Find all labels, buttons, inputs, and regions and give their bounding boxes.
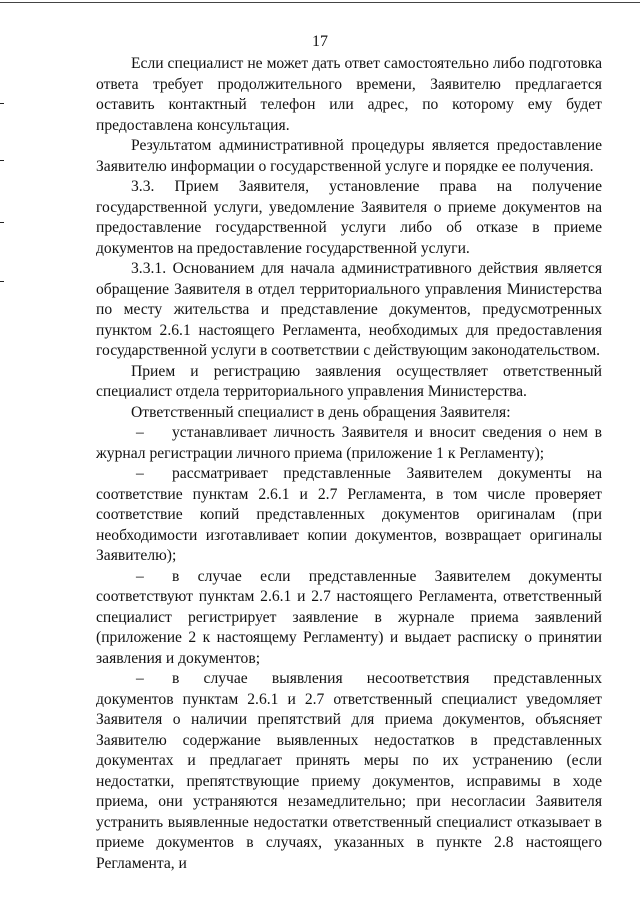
list-item: [96, 669, 602, 874]
margin-mark: [0, 281, 4, 282]
margin-mark: [0, 160, 4, 161]
document-body: [96, 54, 602, 874]
dash-marker: –: [136, 567, 144, 585]
list-item: [96, 464, 602, 567]
paragraph-3-3-1: 3.3.1. Основанием для начала административного действия является обращение Заявителя в отдел территориального управления Министерства по месту жительства и представление документов, предусмотренных пунктом 2.6.1 настоящего Регламента, необходимых для предоставления государственной услуги в соответствии с действующим законодательством.: [96, 260, 602, 359]
margin-mark: [0, 222, 4, 223]
dash-marker: –: [136, 424, 144, 441]
dash-marker: –: [136, 670, 144, 687]
dash-marker: –: [136, 465, 144, 482]
list-item: [96, 423, 602, 464]
paragraph: Прием и регистрацию заявления осуществляет ответственный специалист отдела территориального управления Министерства.: [96, 362, 602, 400]
page-number: 17: [312, 33, 328, 50]
list-item-text: рассматривает представленные Заявителем документы на соответствие пунктам 2.6.1 и 2.7 Регламента, в том числе проверяет соответствие копий представленных документов оригиналам (при необходимости изготавливает копии документов, возвращает оригиналы Заявителю);: [96, 465, 602, 564]
list-item-text: в случае если представленные Заявителем документы соответствуют пунктам 2.6.1 и 2.7 настоящего Регламента, ответственный специалист регистрирует заявление в журнале приема заявлений (приложение 2 к настоящему Регламенту) и выдает расписку о принятии заявления и документов;: [96, 567, 602, 667]
list-item: [96, 567, 602, 670]
paragraph: Результатом административной процедуры является предоставление Заявителю информации о государственной услуге и порядке ее получения.: [96, 137, 602, 175]
list-item-text: в случае выявления несоответствия представленных документов пунктам 2.6.1 и 2.7 ответственный специалист уведомляет Заявителя о наличии препятствий для приема документов, объясняет Заявителю содержание выявленных недостатков в представленных документах и предлагает принять меры по их устранению (если недостатки, препятствующие приему документов, исправимы в ходе приема, они устраняются незамедлительно; при несогласии Заявителя устранить выявленные недостатки ответственный специалист отказывает в приеме документов в случаях, указанных в пункте 2.8 настоящего Регламента, и: [96, 670, 602, 872]
section-heading-3-3: 3.3. Прием Заявителя, установление права на получение государственной услуги, уведомление Заявителя о приеме документов на предоставление государственной услуги либо об отказе в приеме документов на предоставление государственной услуги.: [96, 178, 602, 257]
list-item-text: устанавливает личность Заявителя и вносит сведения о нем в журнал регистрации личного приема (приложение 1 к Регламенту);: [96, 424, 602, 462]
paragraph: Если специалист не может дать ответ самостоятельно либо подготовка ответа требует продолжительного времени, Заявителю предлагается оставить контактный телефон или адрес, по которому ему будет предоставлена консультация.: [96, 55, 602, 134]
top-border-line: [0, 2, 640, 3]
margin-mark: [0, 103, 4, 104]
paragraph: Ответственный специалист в день обращения Заявителя:: [131, 403, 511, 421]
